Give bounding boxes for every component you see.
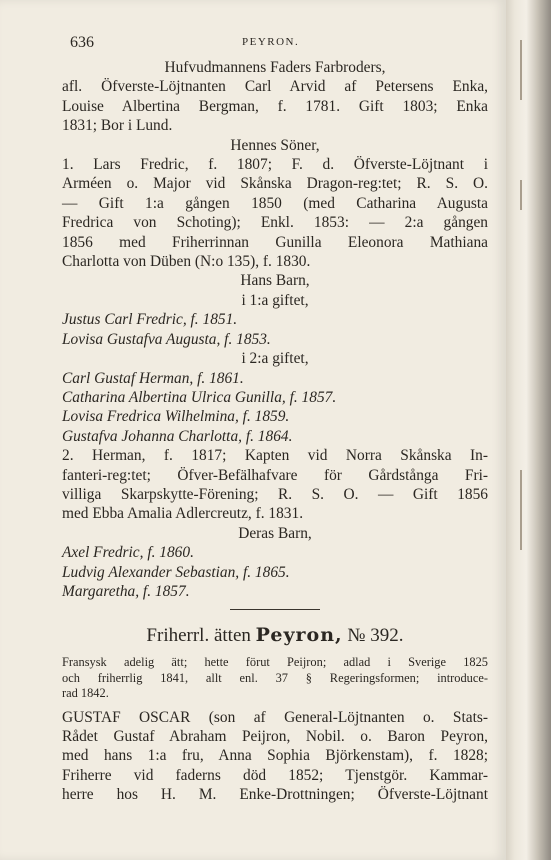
page-number: 636 <box>70 34 94 51</box>
text-line: 1. Lars Fredric, f. 1807; F. d. Öfverste-Löjtnant i <box>62 156 488 174</box>
text-line: Hennes Söner, <box>230 136 320 154</box>
gutter-mark <box>520 470 522 550</box>
book-gutter <box>506 0 551 860</box>
text-line: Charlotta von Düben (N:o 135), f. 1830. <box>62 253 311 271</box>
text-line: Lovisa Gustafva Augusta, f. 1853. <box>62 330 271 348</box>
text-line: Lovisa Fredrica Wilhelmina, f. 1859. <box>62 408 290 426</box>
text-line: Margaretha, f. 1857. <box>62 582 190 600</box>
text-line: Gustafva Johanna Charlotta, f. 1864. <box>62 427 293 445</box>
text-line: med Ebba Amalia Adlercreutz, f. 1831. <box>62 505 304 523</box>
text-line: afl. Öfverste-Löjtnanten Carl Arvid af Petersens Enka, <box>62 78 488 96</box>
text-line: 1856 med Friherrinnan Gunilla Eleonora Mathiana <box>62 233 488 251</box>
text-line: fanteri-reg:tet; Öfver-Befälhafvare för Gårdstånga Fri- <box>62 466 488 484</box>
section-body-line: GUSTAF OSCAR (son af General-Löjtnanten o. Stats- <box>62 708 488 726</box>
section-title-prefix: Friherrl. ätten <box>146 625 251 647</box>
text-line: 2. Herman, f. 1817; Kapten vid Norra Skånska In- <box>62 447 488 465</box>
section-body-line: Friherre vid faderns död 1852; Tjenstgör. Kammar- <box>62 766 488 784</box>
text-line: — Gift 1:a gången 1850 (med Catharina Augusta <box>62 194 488 212</box>
section-title-number: № 392. <box>347 625 404 647</box>
section-body-line: Rådet Gustaf Abraham Peijron, Nobil. o. Baron Peyron, <box>62 728 488 745</box>
text-line: Fredrica von Schoting); Enkl. 1853: — 2:a gången <box>62 214 488 232</box>
section-divider <box>230 609 320 610</box>
gutter-mark <box>520 180 522 210</box>
text-line: Arméen o. Major vid Skånska Dragon-reg:tet; R. S. O. <box>62 175 488 193</box>
text-line: Justus Carl Fredric, f. 1851. <box>62 311 238 329</box>
text-line: Deras Barn, <box>238 524 312 542</box>
text-line: Catharina Albertina Ulrica Gunilla, f. 1857. <box>62 388 337 406</box>
page-header <box>62 30 488 58</box>
running-title: PEYRON. <box>242 36 300 48</box>
section-title-name: Peyron, <box>255 624 343 647</box>
text-line: i 1:a giftet, <box>241 291 309 309</box>
section-intro-line: och friherrlig 1841, allt enl. 37 § Regeringsformen; introduce- <box>62 670 488 685</box>
text-line: Axel Fredric, f. 1860. <box>62 544 194 562</box>
section-intro-line: rad 1842. <box>62 686 109 701</box>
text-line: Hans Barn, <box>240 272 310 290</box>
page-content <box>62 30 488 805</box>
text-line: 1831; Bor i Lund. <box>62 117 173 135</box>
gutter-mark <box>520 40 522 100</box>
text-line: Carl Gustaf Herman, f. 1861. <box>62 369 244 387</box>
section-body-line: med hans 1:a fru, Anna Sophia Björkenstam), f. 1828; <box>62 747 488 765</box>
section-title <box>62 622 488 649</box>
text-line: Ludvig Alexander Sebastian, f. 1865. <box>62 563 290 581</box>
section-body-line: herre hos H. M. Enke-Drottningen; Öfverste-Löjtnant <box>62 786 488 804</box>
text-line: villiga Skarpskytte-Förening; R. S. O. — Gift 1856 <box>62 485 488 503</box>
text-line: Louise Albertina Bergman, f. 1781. Gift 1803; Enka <box>62 97 488 115</box>
text-line: i 2:a giftet, <box>241 350 309 368</box>
text-line: Hufvudmannens Faders Farbroders, <box>164 59 386 76</box>
section-intro-line: Fransysk adelig ätt; hette förut Peijron; adlad i Sverige 1825 <box>62 655 488 670</box>
